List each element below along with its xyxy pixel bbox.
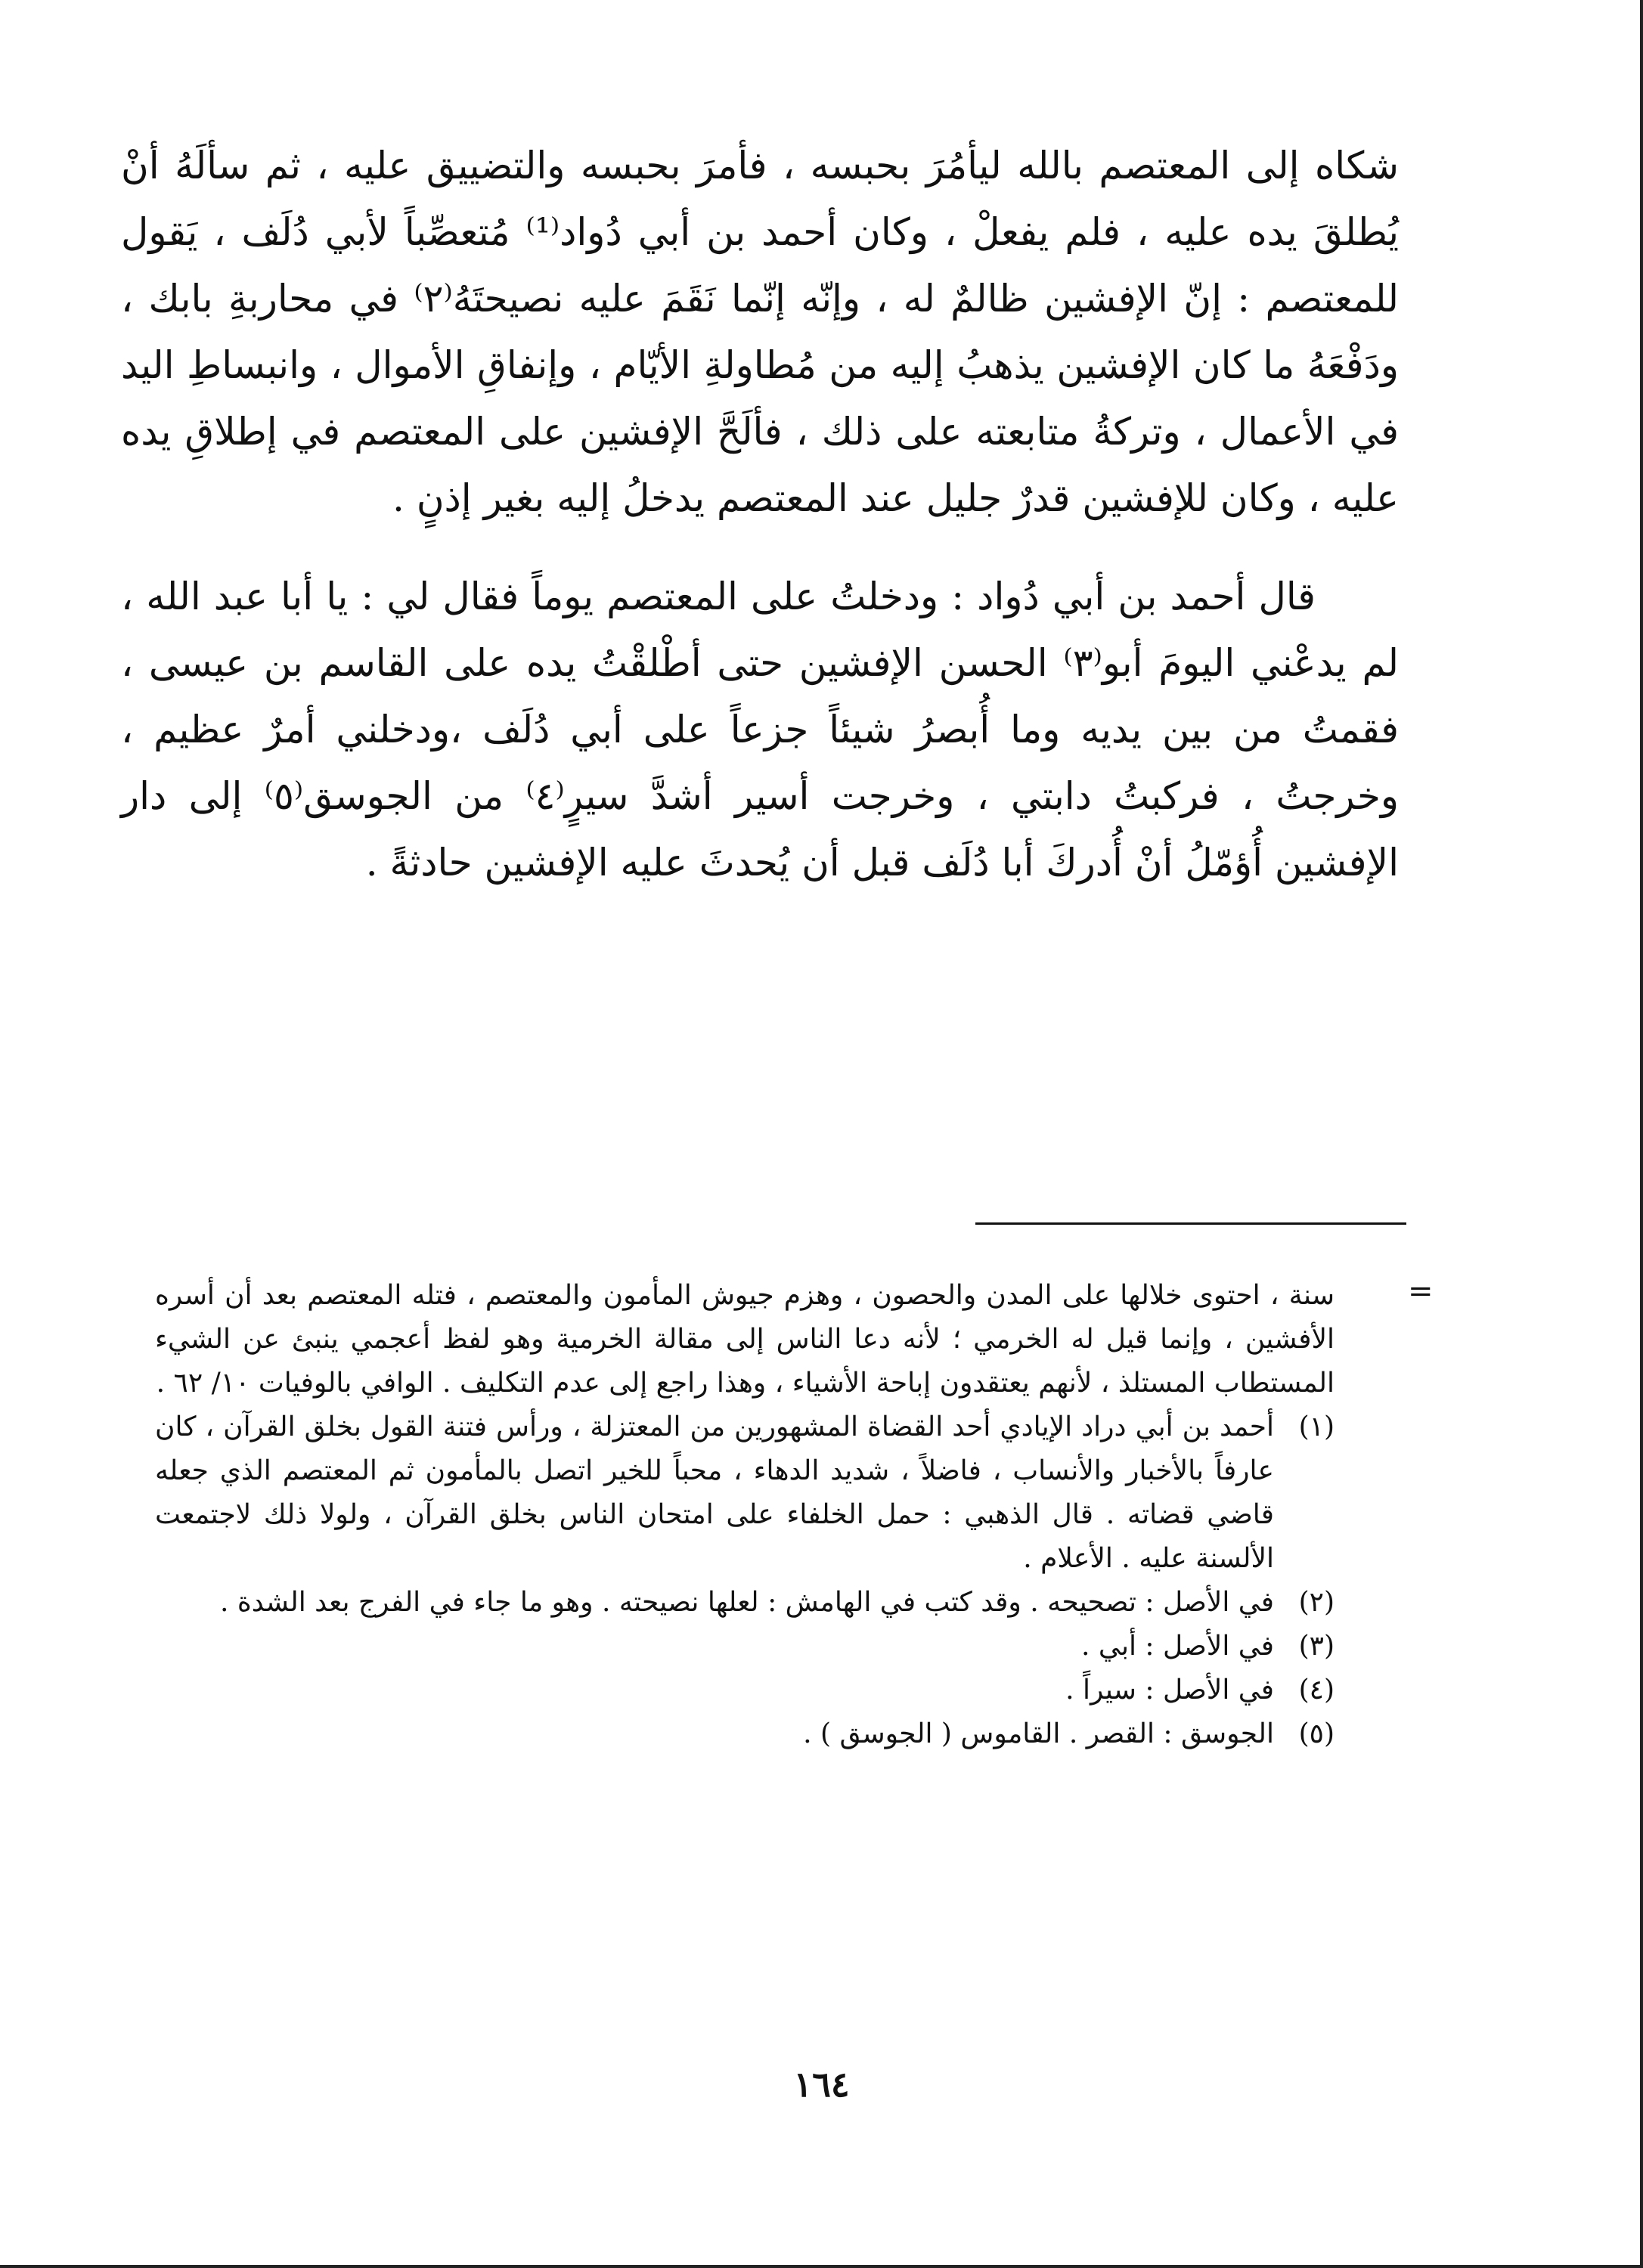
- paragraph-2: قال أحمد بن أبي دُواد : ودخلتُ على المعتصم يوماً فقال لي : يا أبا عبد الله ، لم يدعْني اليومَ أبو⁽٣⁾ الحسن الإفشين حتى أطْلقْتُ يده على القاسم بن عيسى ، فقمتُ من بين يديه وما أُبصرُ شيئاً جزعاً على أبي دُلَف ،ودخلني أمرٌ عظيم ، وخرجتُ ، فركبتُ دابتي ، وخرجت أسير أشدَّ سيرٍ⁽٤⁾ من الجوسق⁽٥⁾ إلى دار الإفشين أُؤمّلُ أنْ أُدركَ أبا دُلَف قبل أن يُحدثَ عليه الإفشين حادثةً .: [121, 575, 1400, 885]
- footnote-separator: [975, 1222, 1406, 1225]
- footnote-number: (٤): [1298, 1675, 1335, 1706]
- footnote-text: في الأصل : أبي .: [1081, 1631, 1274, 1662]
- paragraph-1: شكاه إلى المعتصم بالله ليأمُرَ بحبسه ، فأمرَ بحبسه والتضييق عليه ، ثم سألَهُ أنْ يُطلقَ يده عليه ، فلم يفعلْ ، وكان أحمد بن أبي دُواد⁽¹⁾ مُتعصِّباً لأبي دُلَف ، يَقول للمعتصم : إنّ الإفشين ظالمٌ له ، وإنّه إنّما نَقَمَ عليه نصيحتَهُ⁽٢⁾ في محاربةِ بابك ، ودَفْعَهُ ما كان الإفشين يذهبُ إليه من مُطاولةِ الأيّام ، وإنفاقِ الأموال ، وانبساطِ اليد في الأعمال ، وتركةُ متابعته على ذلك ، فألَحَّ الإفشين على المعتصم في إطلاقِ يده عليه ، وكان للإفشين قدرٌ جليل عند المعتصم يدخلُ إليه بغير إذنٍ .: [121, 144, 1400, 520]
- continuation-mark: =: [1408, 1274, 1434, 1309]
- footnote-item: [155, 1625, 1335, 1668]
- footnote-item: [155, 1405, 1335, 1581]
- footnote-item: [155, 1668, 1335, 1712]
- footnote-number: (٢): [1298, 1587, 1335, 1618]
- footnote-text: الجوسق : القصر . القاموس ( الجوسق ) .: [803, 1718, 1274, 1749]
- footnote-item: [155, 1581, 1335, 1625]
- footnote-continuation: سنة ، احتوى خلالها على المدن والحصون ، وهزم جيوش المأمون والمعتصم ، فتله المعتصم بعد أن أسره الأفشين ، وإنما قيل له الخرمي ؛ لأنه دعا الناس إلى مقالة الخرمية وهو لفظ أعجمي ينبئ عن الشيء المستطاب المستلذ ، لأنهم يعتقدون إباحة الأشياء ، وهذا راجع إلى عدم التكليف . الوافي بالوفيات ١٠/ ٦٢ .: [155, 1280, 1335, 1399]
- footnote-text: في الأصل : سيراً .: [1065, 1675, 1274, 1706]
- page-number: ١٦٤: [793, 2064, 850, 2105]
- main-text: [121, 132, 1399, 896]
- footnote-number: (٣): [1298, 1631, 1335, 1662]
- footnote-text: في الأصل : تصحيحه . وقد كتب في الهامش : لعلها نصيحته . وهو ما جاء في الفرج بعد الشدة .: [220, 1587, 1274, 1618]
- footnote-number: (٥): [1298, 1718, 1335, 1749]
- footnote-text: أحمد بن أبي دراد الإيادي أحد القضاة المشهورين من المعتزلة ، ورأس فتنة القول بخلق القرآن ، كان عارفاً بالأخبار والأنساب ، فاضلاً ، شديد الدهاء ، محباً للخير اتصل بالمأمون ثم المعتصم الذي جعله قاضي قضاته . قال الذهبي : حمل الخلفاء على امتحان الناس بخلق القرآن ، ولولا ذلك لاجتمعت الألسنة عليه . الأعلام .: [155, 1411, 1274, 1574]
- footnote-number: (١): [1298, 1411, 1335, 1442]
- footnotes: [155, 1274, 1335, 1756]
- footnote-item: [155, 1712, 1335, 1756]
